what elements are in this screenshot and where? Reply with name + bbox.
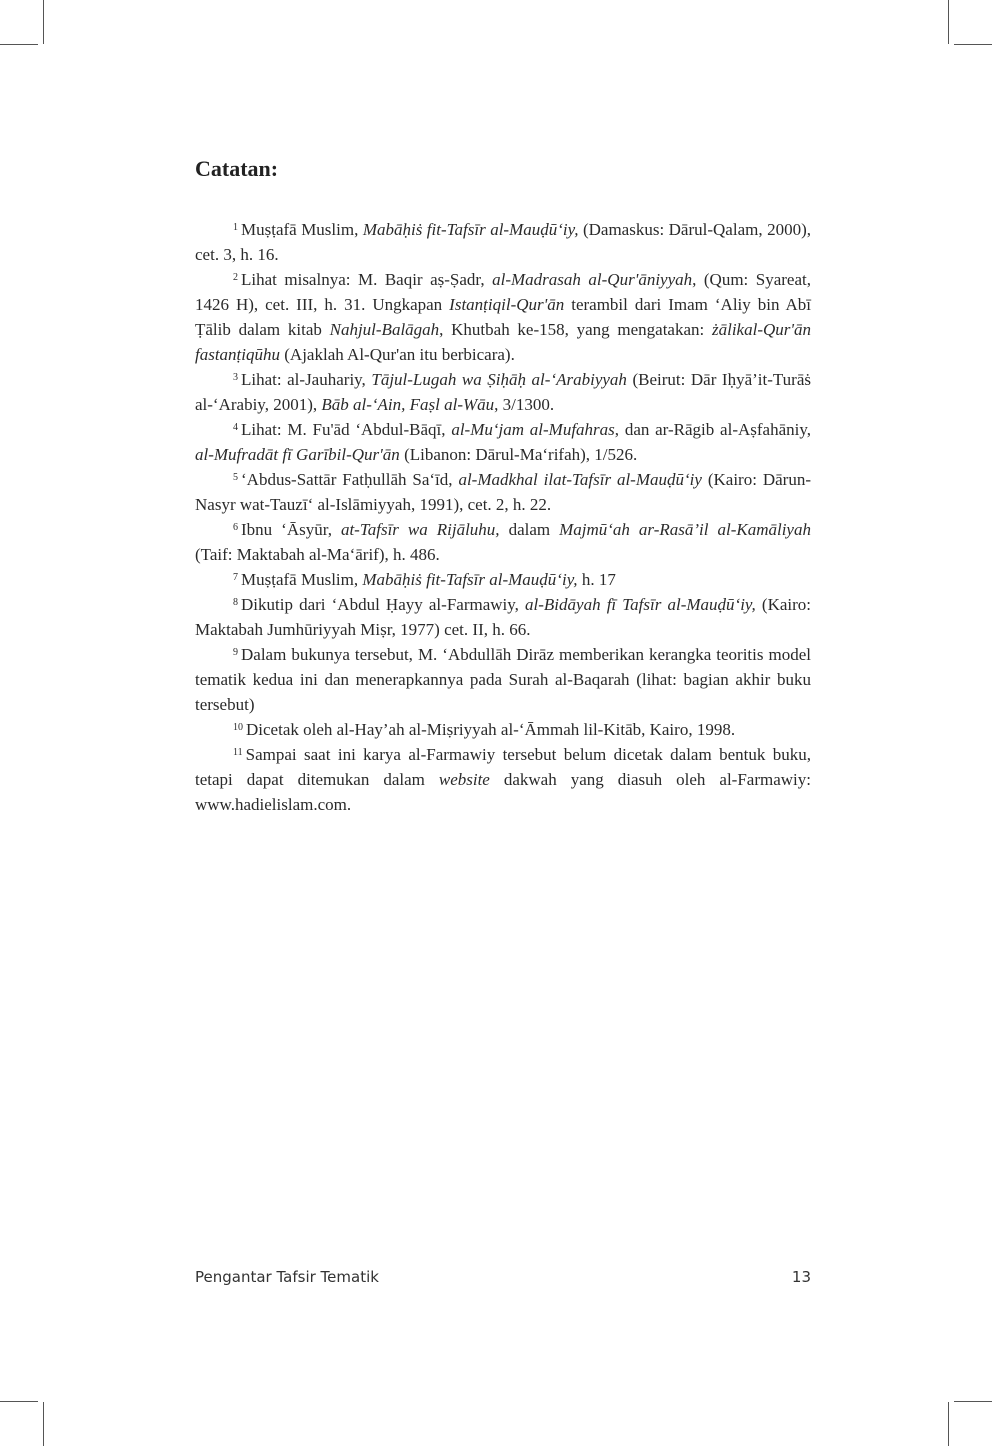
footnote-text: (Kairo: Dārun-Nasyr wat-Tauzī‘ al-Islāmiyyah, 1991), cet. 2, h. 22. <box>195 470 811 514</box>
footnote-italic-text: Istanṭiqil-Qur'ān <box>449 295 565 314</box>
footnote-text: (Damaskus: Dārul-Qalam, 2000), cet. 3, h. 16. <box>195 220 811 264</box>
footnote <box>195 592 811 642</box>
footnote-text: , (Qum: Syareat, 1426 H), cet. III, h. 31. Ungkapan <box>195 270 811 314</box>
footnote-number: 9 <box>233 647 238 658</box>
footnote <box>195 742 811 817</box>
footnote-number: 5 <box>233 472 238 483</box>
crop-mark <box>948 0 949 44</box>
footnote-text: , dan ar-Rāgib al-Aṣfahāniy, <box>614 420 811 439</box>
footnote-text: terambil dari Imam ‘Aliy bin Abī Ṭālib dalam kitab <box>195 295 811 339</box>
footnote <box>195 567 811 592</box>
footnote-text: , Khutbah ke-158, yang mengatakan: <box>439 320 712 339</box>
crop-mark <box>0 44 38 45</box>
footnote-italic-text: al-Mufradāt fī Garībil-Qur'ān <box>195 445 400 464</box>
footnote-italic-text: at-Tafsīr wa Rijāluhu, <box>340 520 500 539</box>
footnote-number: 1 <box>233 222 238 233</box>
footnote-text: dalam <box>499 520 560 539</box>
footnote-italic-text: al-Mu‘jam al-Mufahras <box>451 420 615 439</box>
notes-list <box>195 217 811 817</box>
footnote <box>195 467 811 517</box>
footnote-italic-text: Tājul-Lugah wa Ṣiḥāḥ al-‘Arabiyyah <box>371 370 627 389</box>
footnote-text: (Libanon: Dārul-Ma‘rifah), 1/526. <box>399 445 638 464</box>
footnote-italic-text: al-Bidāyah fī Tafsīr al-Mauḍū‘iy, <box>525 595 756 614</box>
footnote-text: , 3/1300. <box>494 395 555 414</box>
footnote-italic-text: Majmū‘ah ar-Rasā’il al-Kamāliyah <box>559 520 811 539</box>
footnote-italic-text: al-Madrasah al-Qur'āniyyah <box>492 270 693 289</box>
footnote-number: 2 <box>233 272 238 283</box>
footnote <box>195 417 811 467</box>
footnote-text: Ibnu ‘Āsyūr, <box>241 520 341 539</box>
footnote-text: (Taif: Maktabah al-Ma‘ārif), h. 486. <box>195 545 440 564</box>
footnote <box>195 267 811 367</box>
footnote-italic-text: Bāb al-‘Ain, Faṣl al-Wāu <box>321 395 495 414</box>
crop-mark <box>948 1402 949 1446</box>
footnote-italic-text: Mabāḥiṡ fit-Tafsīr al-Mauḍū‘iy, <box>362 570 578 589</box>
footnote-italic-text: Mabāḥiṡ fit-Tafsīr al-Mauḍū‘iy, <box>362 220 579 239</box>
crop-mark <box>43 1402 44 1446</box>
footnote-italic-text: al-Madkhal ilat-Tafsīr al-Mauḍū‘iy <box>458 470 702 489</box>
footnote-text: Sampai saat ini karya al-Farmawiy tersebut belum dicetak dalam bentuk buku, tetapi dapat ditemukan dalam <box>195 745 811 789</box>
footnote-text: (Kairo: Maktabah Jumhūriyyah Miṣr, 1977) cet. II, h. 66. <box>195 595 812 639</box>
footnote-number: 8 <box>233 597 238 608</box>
footnote-text: Muṣṭafā Muslim, <box>241 570 363 589</box>
footnote-number: 6 <box>233 522 238 533</box>
footnote-text: Lihat: al-Jauhariy, <box>241 370 372 389</box>
footnote-text: (Beirut: Dār Iḥyā’it-Turāṡ al-‘Arabiy, 2001), <box>195 370 811 414</box>
footnote-text: h. 17 <box>577 570 616 589</box>
footnote <box>195 217 811 267</box>
footnote-text: (Ajaklah Al-Qur'an itu berbicara). <box>280 345 515 364</box>
page-number: 13 <box>791 1268 811 1286</box>
footnote-italic-text: website <box>438 770 490 789</box>
footnote-text: Muṣṭafā Muslim, <box>241 220 363 239</box>
footnote <box>195 517 811 567</box>
footnote-number: 11 <box>233 747 243 758</box>
footnote-number: 4 <box>233 422 238 433</box>
footnote-text: Lihat misalnya: M. Baqir aṣ-Ṣadr, <box>241 270 493 289</box>
footnote <box>195 717 811 742</box>
page-heading: Catatan: <box>195 156 279 181</box>
crop-mark <box>954 44 992 45</box>
crop-mark <box>43 0 44 44</box>
footnote-number: 7 <box>233 572 238 583</box>
footnote-number: 3 <box>233 372 238 383</box>
footnote-text: Lihat: M. Fu'ād ‘Abdul-Bāqī, <box>241 420 452 439</box>
footnote-text: dakwah yang diasuh oleh al-Farmawiy: www.hadielislam.com. <box>195 770 811 814</box>
footnote-text: Dicetak oleh al-Hay’ah al-Miṣriyyah al-‘Āmmah lil-Kitāb, Kairo, 1998. <box>246 720 736 739</box>
footnote-text: Dikutip dari ‘Abdul Ḥayy al-Farmawiy, <box>241 595 526 614</box>
crop-mark <box>954 1401 992 1402</box>
footnote <box>195 367 811 417</box>
footnote-italic-text: żālikal-Qur'ān fastanṭiqūhu <box>195 320 812 364</box>
crop-mark <box>0 1401 38 1402</box>
footnote-text: Dalam bukunya tersebut, M. ‘Abdullāh Dirāz memberikan kerangka teoritis model tematik kedua ini dan menerapkannya pada Surah al-Baqarah (lihat: bagian akhir buku tersebut) <box>195 645 811 714</box>
footnote <box>195 642 811 717</box>
footnote-text: ‘Abdus-Sattār Fatḥullāh Sa‘īd, <box>241 470 459 489</box>
running-footer-title: Pengantar Tafsir Tematik <box>195 1268 379 1286</box>
footnote-italic-text: Nahjul-Balāgah <box>329 320 440 339</box>
footnote-number: 10 <box>233 722 243 733</box>
